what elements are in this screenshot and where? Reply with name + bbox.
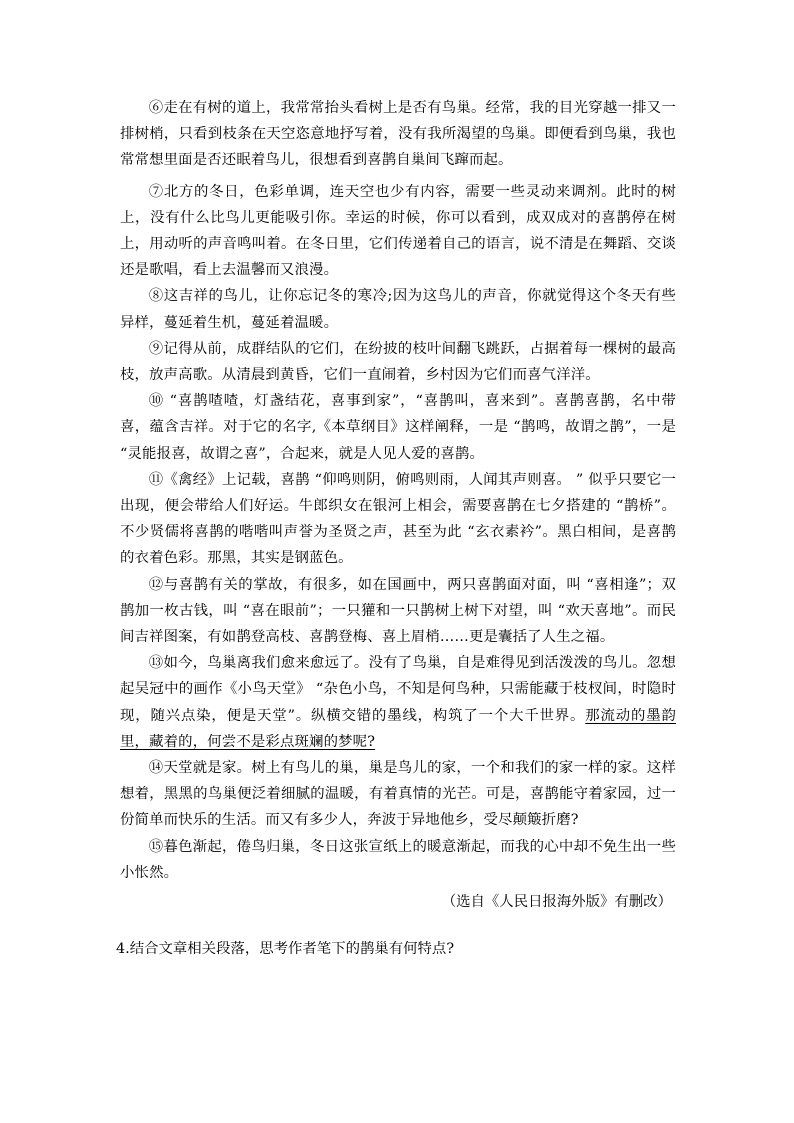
question-4: 4.结合文章相关段落，思考作者笔下的鹊巢有何特点? <box>116 941 455 957</box>
paragraph-7: ⑦北方的冬日，色彩单调，连天空也少有内容，需要一些灵动来调剂。此时的树上，没有什么比鸟儿更能吸引你。幸运的时候，你可以看到，成双成对的喜鹊停在树上，用动听的声音鸣叫着。在冬日里，它们传递着自己的语言，说不清是在舞蹈、交谈还是歌唱，看上去温馨而又浪漫。 <box>120 183 676 279</box>
paragraph-9: ⑨记得从前，成群结队的它们，在纷披的枝叶间翻飞跳跃，占据着每一棵树的最高枝，放声高歌。从清晨到黄昏，它们一直闹着，乡村因为它们而喜气洋洋。 <box>120 340 676 384</box>
paragraph-11: ⑪《禽经》上记载，喜鹊 “仰鸣则阴，俯鸣则雨，人闻其声则喜。 ” 似乎只要它一出现，便会带给人们好运。牛郎织女在银河上相会，需要喜鹊在七夕搭建的 “鹊桥”。不少贤儒将喜鹊的喈喈叫声誉为圣贤之声，甚至为此 “玄衣素衿”。黑白相间，是喜鹊的衣着色彩。那黑，其实是钢蓝色。 <box>120 471 676 567</box>
paragraph-14: ⑭天堂就是家。树上有鸟儿的巢，巢是鸟儿的家，一个和我们的家一样的家。这样想着，黑黑的鸟巢便泛着细腻的温暖，有着真情的光芒。可是，喜鹊能守着家园，过一份简单而快乐的生活。而又有多少人，奔波于异地他乡，受尽颠簸折磨? <box>120 760 676 829</box>
paragraph-10: ⑩ “喜鹊喳喳，灯盏结花，喜事到家”，“喜鹊叫，喜来到”。喜鹊喜鹊，名中带喜，蕴含吉祥。对于它的名字,《本草纲目》这样阐释，一是 “鹊鸣，故谓之鹊”，一是 “灵能报喜，故谓之喜”，合起来，就是人见人爱的喜鹊。 <box>120 393 676 462</box>
paragraph-6: ⑥走在有树的道上，我常常抬头看树上是否有鸟巢。经常，我的目光穿越一排又一排树梢，只看到枝条在天空恣意地抒写着，没有我所渴望的鸟巢。即便看到鸟巢，我也常常想里面是否还眠着鸟儿，很想看到喜鹊自巢间飞蹿而起。 <box>120 100 676 169</box>
paragraph-8: ⑧这吉祥的鸟儿，让你忘记冬的寒冷;因为这鸟儿的声音，你就觉得这个冬天有些异样，蔓延着生机，蔓延着温暖。 <box>120 288 676 331</box>
underlined-sentence: 那流动的墨韵里，藏着的，何尝不是彩点斑斓的梦呢? <box>120 707 677 750</box>
source-citation: （选自《人民日报海外版》有删改） <box>441 894 672 911</box>
paragraph-12: ⑫与喜鹊有关的掌故，有很多，如在国画中，两只喜鹊面对面，叫 “喜相逢”；双鹊加一枚古钱，叫 “喜在眼前”；一只獾和一只鹊树上树下对望，叫 “欢天喜地”。而民间吉祥图案，有如鹊登高枝、喜鹊登梅、喜上眉梢……更是囊括了人生之福。 <box>120 576 676 646</box>
paragraph-13 <box>120 650 676 755</box>
paragraph-15: ⑮暮色渐起，倦鸟归巢，冬日这张宣纸上的暖意渐起，而我的心中却不免生出一些小怅然。 <box>120 838 676 881</box>
article-body <box>120 95 676 914</box>
paragraph-13-text: ⑬如今，鸟巢离我们愈来愈远了。没有了鸟巢，自是难得见到活泼泼的鸟儿。忽想起吴冠中的画作《小鸟天堂》 “杂色小鸟，不知是何鸟种，只需能藏于枝杈间，时隐时现，随兴点染，便是天堂”。纵横交错的墨线，构筑了一个大千世界。 <box>120 655 676 724</box>
